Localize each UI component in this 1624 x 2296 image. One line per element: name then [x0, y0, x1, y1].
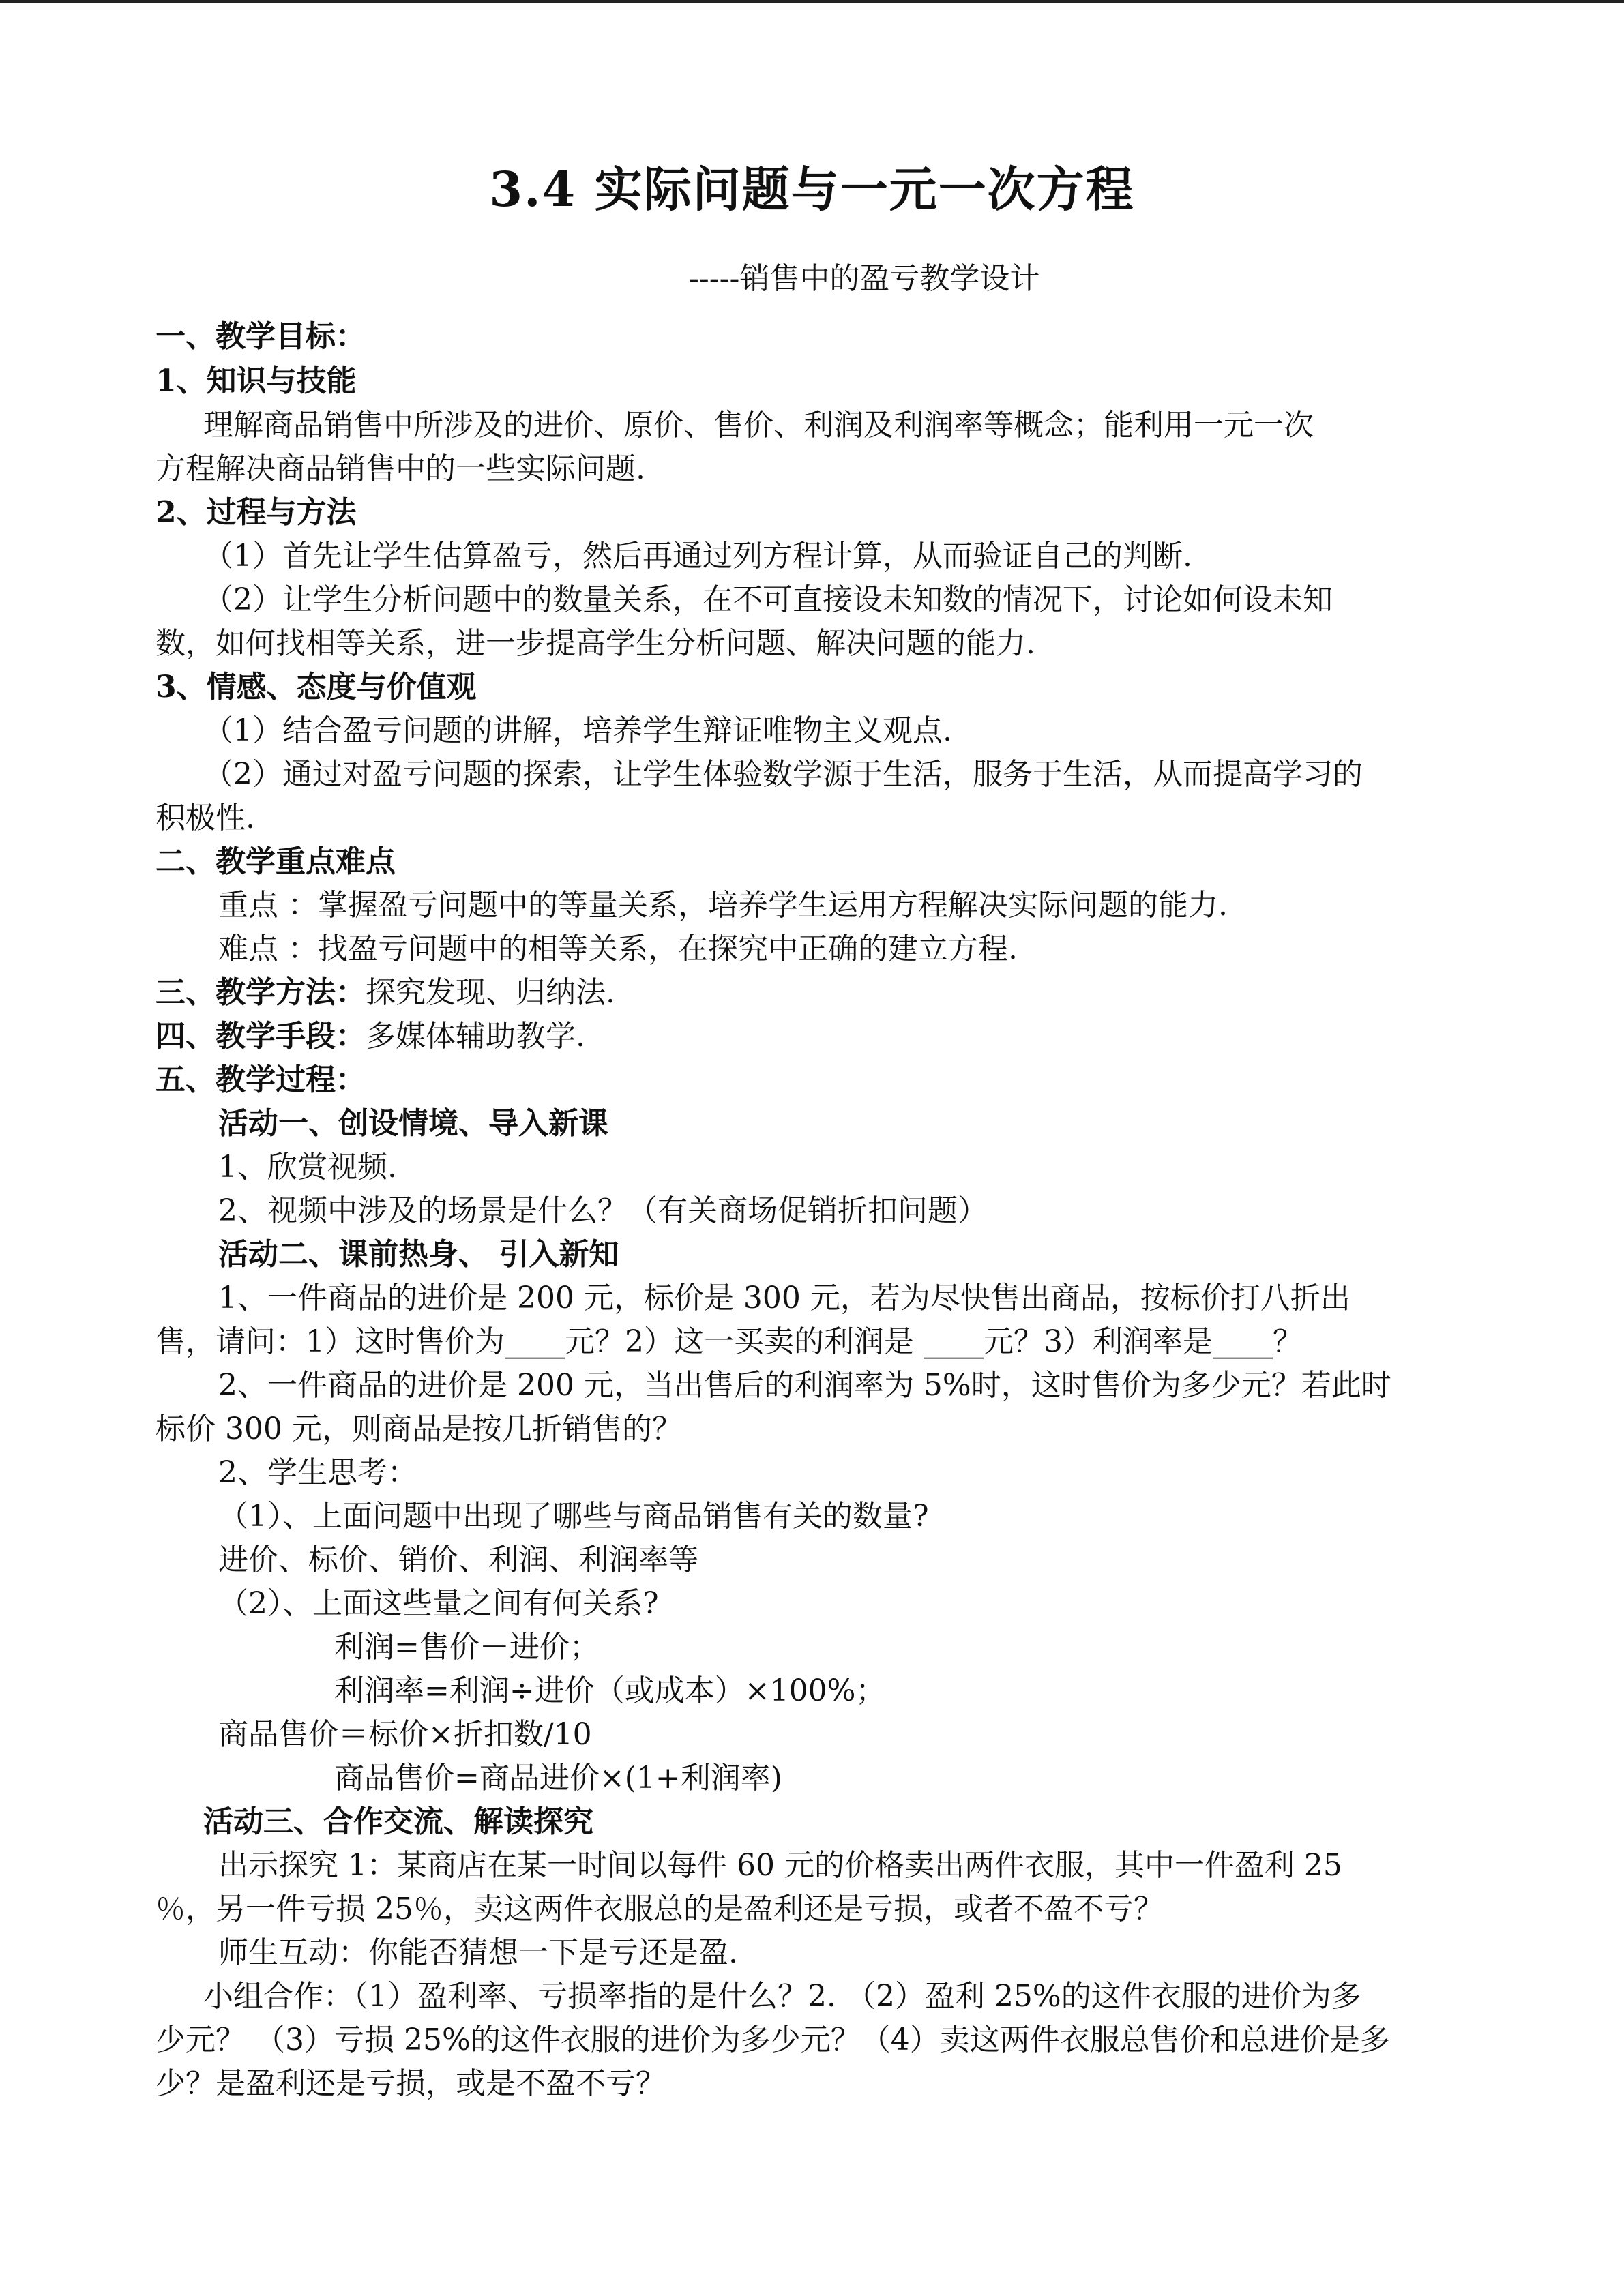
document-subtitle: -----销售中的盈亏教学设计: [689, 261, 1040, 296]
activity-heading: 活动一、创设情境、导入新课: [218, 1106, 608, 1141]
paragraph-line: （1）结合盈亏问题的讲解，培养学生辩证唯物主义观点.: [203, 713, 952, 748]
paragraph-line: 理解商品销售中所涉及的进价、原价、售价、利润及利润率等概念；能利用一元一次: [203, 408, 1314, 443]
paragraph-line: 小组合作：（1）盈利率、亏损率指的是什么？2. （2）盈利 25%的这件衣服的进价为多: [203, 1979, 1361, 2014]
section-heading-objectives: 一、教学目标：: [156, 319, 366, 354]
paragraph-line: 师生互动：你能否猜想一下是亏还是盈.: [218, 1935, 738, 1970]
paragraph-line: （2）、上面这些量之间有何关系?: [218, 1586, 659, 1621]
paragraph-line: （1）、上面问题中出现了哪些与商品销售有关的数量?: [218, 1499, 929, 1534]
paragraph-line: 1、一件商品的进价是 200 元，标价是 300 元，若为尽快售出商品，按标价打八折出: [218, 1281, 1350, 1315]
subsection-heading: 2、过程与方法: [156, 495, 357, 530]
section-label: 三、教学方法：: [156, 975, 366, 1010]
paragraph-line: （2）让学生分析问题中的数量关系，在不可直接设未知数的情况下，讨论如何设未知: [203, 582, 1333, 617]
paragraph-line: 2、一件商品的进价是 200 元，当出售后的利润率为 5%时，这时售价为多少元？若此时: [218, 1368, 1391, 1403]
section-heading-keypoints: 二、教学重点难点: [156, 844, 396, 879]
formula-line: 商品售价＝标价×折扣数/10: [218, 1717, 592, 1752]
section-line-means: [156, 1020, 585, 1053]
paragraph-line: 进价、标价、销价、利润、利润率等: [218, 1542, 698, 1577]
paragraph-line: 重点 ：掌握盈亏问题中的等量关系，培养学生运用方程解决实际问题的能力.: [218, 888, 1228, 923]
paragraph-line: 售，请问：1）这时售价为____元？2）这一买卖的利润是 ____元？3）利润率是____？: [156, 1324, 1303, 1359]
paragraph-line: （2）通过对盈亏问题的探索，让学生体验数学源于生活，服务于生活，从而提高学习的: [203, 757, 1363, 792]
section-label: 四、教学手段：: [156, 1019, 366, 1054]
section-heading-process: 五、教学过程：: [156, 1062, 366, 1097]
paragraph-line: ％，另一件亏损 25％，卖这两件衣服总的是盈利还是亏损，或者不盈不亏？: [156, 1892, 1164, 1926]
paragraph-line: 方程解决商品销售中的一些实际问题.: [156, 451, 645, 486]
paragraph-line: 出示探究 1：某商店在某一时间以每件 60 元的价格卖出两件衣服，其中一件盈利 25: [218, 1848, 1342, 1883]
paragraph-line: 少？是盈利还是亏损，或是不盈不亏？: [156, 2066, 666, 2101]
activity-heading: 活动二、课前热身、 引入新知: [218, 1237, 619, 1272]
section-value: 多媒体辅助教学.: [366, 1019, 585, 1054]
top-border: [0, 0, 1624, 3]
paragraph-line: 2、视频中涉及的场景是什么？（有关商场促销折扣问题）: [218, 1193, 988, 1228]
document-title: 3.4 实际问题与一元一次方程: [489, 161, 1135, 218]
paragraph-line: 数，如何找相等关系，进一步提高学生分析问题、解决问题的能力.: [156, 626, 1035, 661]
paragraph-line: （1）首先让学生估算盈亏，然后再通过列方程计算，从而验证自己的判断.: [203, 539, 1192, 573]
paragraph-line: 1、欣赏视频.: [218, 1150, 397, 1184]
paragraph-line: 少元？ （3）亏损 25%的这件衣服的进价为多少元？（4）卖这两件衣服总售价和总进价是多: [156, 2023, 1390, 2057]
formula-line: 利润率=利润÷进价（或成本）×100%；: [334, 1673, 886, 1708]
section-value: 探究发现、归纳法.: [366, 975, 615, 1010]
subsection-heading: 3、情感、态度与价值观: [156, 670, 477, 704]
paragraph-line: 2、学生思考：: [218, 1455, 417, 1490]
paragraph-line: 标价 300 元，则商品是按几折销售的？: [156, 1412, 682, 1446]
paragraph-line: 难点 ：找盈亏问题中的相等关系，在探究中正确的建立方程.: [218, 931, 1018, 966]
formula-line: 利润=售价－进价；: [334, 1630, 600, 1665]
formula-line: 商品售价=商品进价×(1+利润率): [334, 1761, 782, 1795]
subsection-heading: 1、知识与技能: [156, 363, 357, 398]
activity-heading: 活动三、合作交流、解读探究: [203, 1804, 593, 1839]
section-line-methods: [156, 976, 615, 1009]
paragraph-line: 积极性.: [156, 801, 255, 835]
